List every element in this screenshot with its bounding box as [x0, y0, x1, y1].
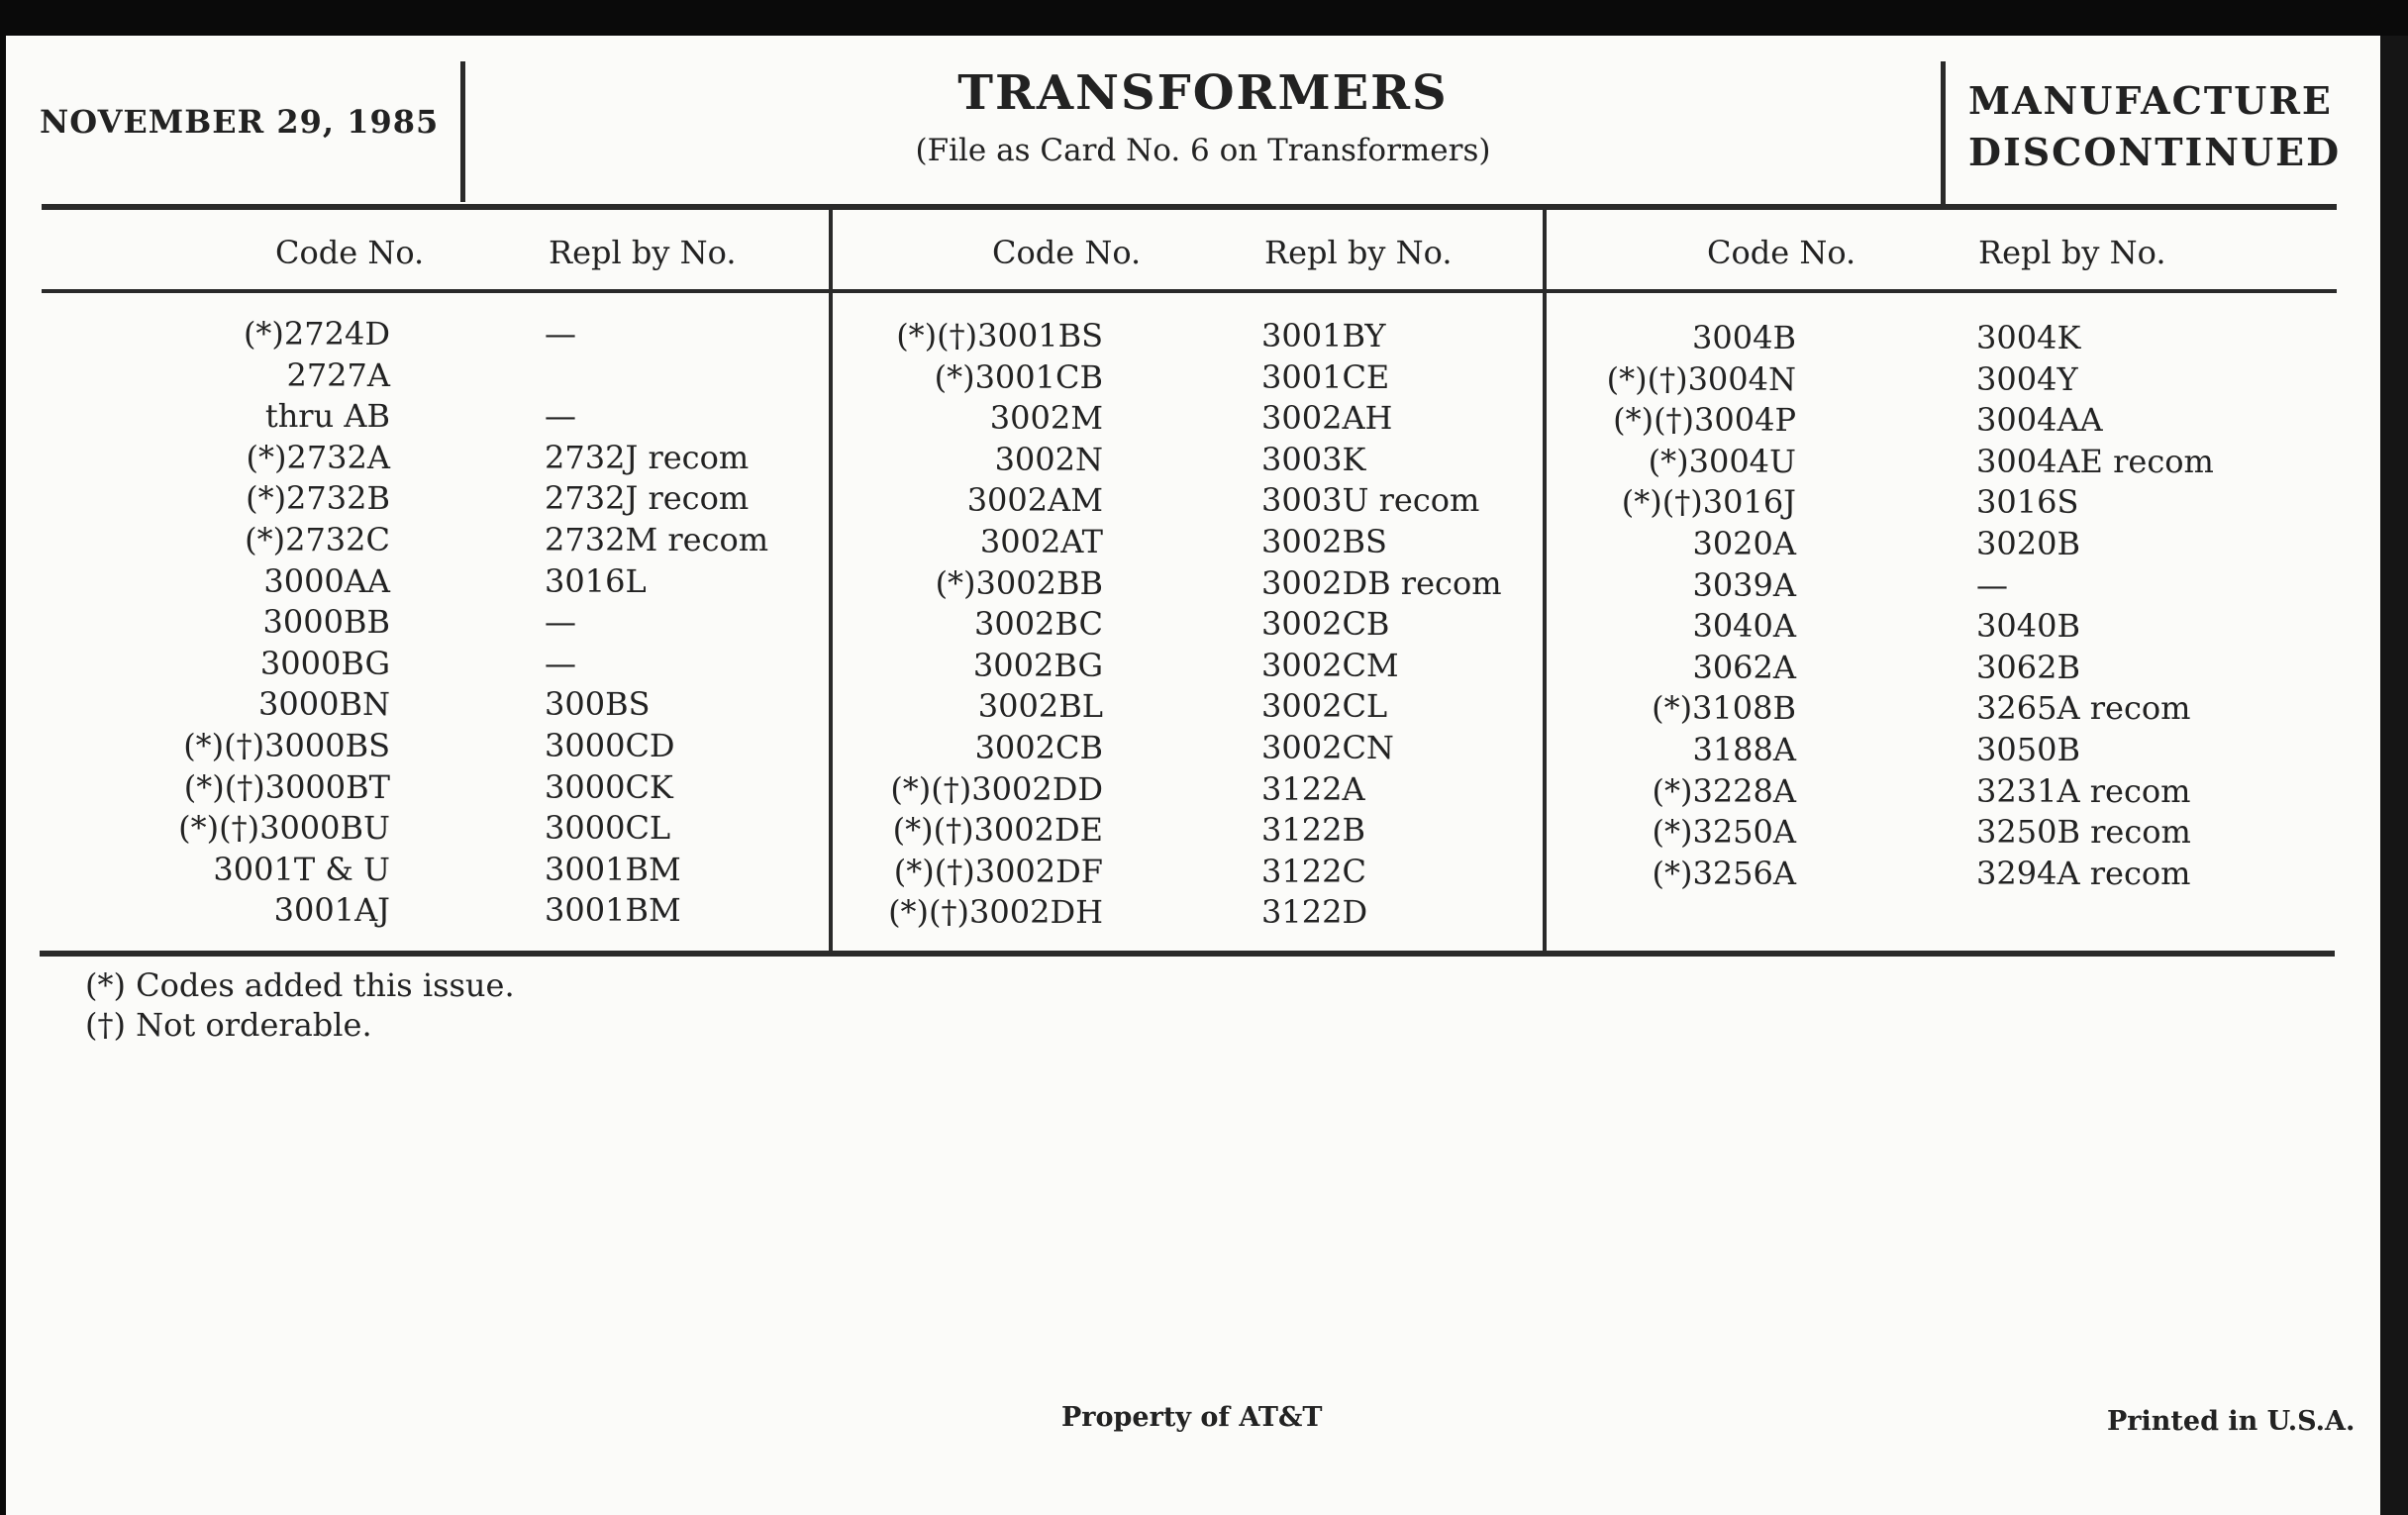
note-codes-added: (*) Codes added this issue.	[85, 966, 515, 1004]
replacement-number: 300BS	[545, 685, 651, 724]
repl-header-3: Repl by No.	[1978, 234, 2166, 271]
replacement-number: 3001BY	[1261, 317, 1386, 354]
code-number: (*)(†)3002DD	[890, 769, 1103, 808]
table-row	[0, 728, 2337, 772]
replacement-number: 3002DB recom	[1261, 563, 1502, 602]
table-column-3	[0, 319, 2337, 895]
code-number: (*)3228A	[1652, 771, 1796, 810]
code-number: 3000BB	[262, 603, 390, 642]
code-number: (*)3256A	[1652, 854, 1796, 892]
page-subtitle: (File as Card No. 6 on Transformers)	[915, 133, 1491, 168]
replacement-number: —	[545, 603, 576, 642]
header-divider-right	[1941, 61, 1946, 204]
replacement-number: 2732J recom	[545, 438, 750, 476]
replacement-number: 2732J recom	[545, 479, 750, 518]
replacement-number: —	[545, 644, 576, 682]
replacement-number: 3004AA	[1976, 401, 2103, 440]
replacement-number: 3040B	[1976, 607, 2080, 646]
replacement-number: 3020B	[1976, 524, 2080, 562]
replacement-number: 3000CK	[545, 767, 673, 806]
code-number: (*)(†)3002DH	[888, 893, 1103, 932]
code-number: 3001T & U	[213, 850, 390, 888]
code-number: (*)(†)3002DF	[893, 852, 1103, 890]
code-number: 3002CB	[974, 728, 1103, 766]
table-row	[0, 813, 2337, 855]
code-number: (*)2732C	[245, 520, 390, 558]
code-number: 2727A	[286, 355, 390, 394]
replacement-number: 3250B recom	[1976, 813, 2191, 852]
code-number: (*)(†)3004P	[1613, 401, 1796, 440]
code-number: 3188A	[1692, 730, 1796, 768]
code-number: 3002BC	[973, 605, 1103, 644]
replacement-number: 3002CM	[1261, 646, 1399, 684]
replacement-number: 3122A	[1261, 769, 1365, 808]
table-row	[0, 689, 2337, 731]
replacement-number: 3016L	[545, 561, 647, 600]
replacement-number: 3122C	[1261, 852, 1366, 890]
status-heading	[1968, 75, 2341, 178]
replacement-number: 3002CB	[1261, 605, 1390, 644]
property-notice: Property of AT&T	[1061, 1402, 1323, 1433]
code-number: (*)(†)3000BT	[183, 767, 390, 806]
code-number: 3002BL	[977, 687, 1103, 726]
note-not-orderable: (†) Not orderable.	[85, 1006, 372, 1044]
code-number: (*)3002BB	[935, 563, 1103, 602]
status-line-1: MANUFACTURE	[1968, 78, 2333, 123]
code-number: (*)2732A	[246, 438, 390, 476]
code-number: (*)(†)3002DE	[892, 811, 1103, 850]
code-header-2: Code No.	[992, 234, 1142, 271]
code-number: (*)(†)3000BU	[178, 809, 390, 848]
table-row	[0, 607, 2337, 649]
header-rule	[42, 204, 2337, 210]
code-number: 3002BG	[972, 646, 1103, 684]
issue-date: NOVEMBER 29, 1985	[40, 103, 440, 141]
code-number: 3062A	[1692, 648, 1796, 686]
table-bottom-rule	[40, 951, 2335, 957]
code-number: 3002AM	[966, 481, 1103, 520]
table-row	[0, 769, 2337, 814]
code-number: (*)3108B	[1652, 689, 1796, 728]
replacement-number: 3062B	[1976, 648, 2080, 686]
code-number: 3039A	[1692, 565, 1796, 604]
table-row	[0, 357, 2337, 402]
table-row	[0, 893, 1545, 935]
replacement-number: 3122D	[1261, 893, 1368, 932]
table-row	[0, 483, 2337, 525]
code-header-3: Code No.	[1707, 234, 1856, 271]
printed-notice: Printed in U.S.A.	[2107, 1406, 2356, 1437]
code-number: (*)(†)3000BS	[183, 726, 390, 764]
code-number: 3000BG	[259, 644, 390, 682]
code-number: (*)3004U	[1648, 442, 1796, 480]
code-number: 3000AA	[263, 561, 390, 600]
code-number: (*)(†)3004N	[1606, 359, 1796, 398]
replacement-number: 3000CL	[545, 809, 671, 848]
table-row	[0, 319, 2337, 360]
code-number: 3040A	[1692, 607, 1796, 646]
code-number: 3004B	[1692, 319, 1796, 356]
replacement-number: 3016S	[1976, 483, 2079, 522]
code-number: (*)3001CB	[934, 357, 1103, 396]
page-title: TRANSFORMERS	[957, 65, 1449, 121]
replacement-number: 3231A recom	[1976, 771, 2191, 810]
code-number: 3001AJ	[273, 891, 390, 930]
replacement-number: —	[545, 315, 576, 353]
replacement-number: 3004AE recom	[1976, 442, 2214, 480]
replacement-number: 3000CD	[545, 726, 675, 764]
replacement-number: 3002CN	[1261, 728, 1394, 766]
code-number: (*)(†)3016J	[1621, 483, 1796, 522]
status-line-2: DISCONTINUED	[1968, 130, 2342, 174]
code-number: (*)2724D	[243, 315, 390, 353]
code-number: (*)2732B	[246, 479, 390, 518]
replacement-number: 3004K	[1976, 319, 2081, 356]
replacement-number: 3003U recom	[1261, 481, 1480, 520]
table-row	[0, 646, 2337, 690]
replacement-number: 3002AH	[1261, 399, 1393, 438]
replacement-number: 3050B	[1976, 730, 2080, 768]
replacement-number: 2732M recom	[545, 520, 769, 558]
code-number: 3002AT	[979, 522, 1103, 560]
replacement-number: 3001BM	[545, 891, 681, 930]
code-number: 3000BN	[258, 685, 390, 724]
replacement-number: 3122B	[1261, 811, 1365, 850]
replacement-number: 3003K	[1261, 440, 1366, 478]
table-row	[0, 401, 2337, 443]
table-row	[0, 440, 2337, 484]
code-number: thru AB	[264, 397, 390, 436]
replacement-number: —	[545, 397, 576, 436]
code-number: (*)3250A	[1652, 813, 1796, 852]
replacement-number: 3265A recom	[1976, 689, 2191, 728]
replacement-number: 3004Y	[1976, 359, 2078, 398]
table-row	[0, 563, 2337, 608]
code-number: 3020A	[1692, 524, 1796, 562]
table-row	[0, 522, 2337, 566]
replacement-number: 3001CE	[1261, 357, 1390, 396]
replacement-number: 3002CL	[1261, 687, 1388, 726]
code-number: 3002N	[994, 440, 1103, 478]
code-number: (*)(†)3001BS	[896, 317, 1103, 354]
table-row	[0, 852, 2337, 896]
replacement-number: —	[1976, 565, 2008, 604]
code-number: 3002M	[989, 399, 1103, 438]
repl-header-1: Repl by No.	[549, 234, 737, 271]
replacement-number: 3002BS	[1261, 522, 1387, 560]
replacement-number: 3294A recom	[1976, 854, 2191, 892]
repl-header-2: Repl by No.	[1264, 234, 1453, 271]
replacement-number: 3001BM	[545, 850, 681, 888]
card-edge-shadow	[2380, 36, 2408, 1515]
column-header-rule	[42, 289, 2337, 293]
code-header-1: Code No.	[275, 234, 425, 271]
